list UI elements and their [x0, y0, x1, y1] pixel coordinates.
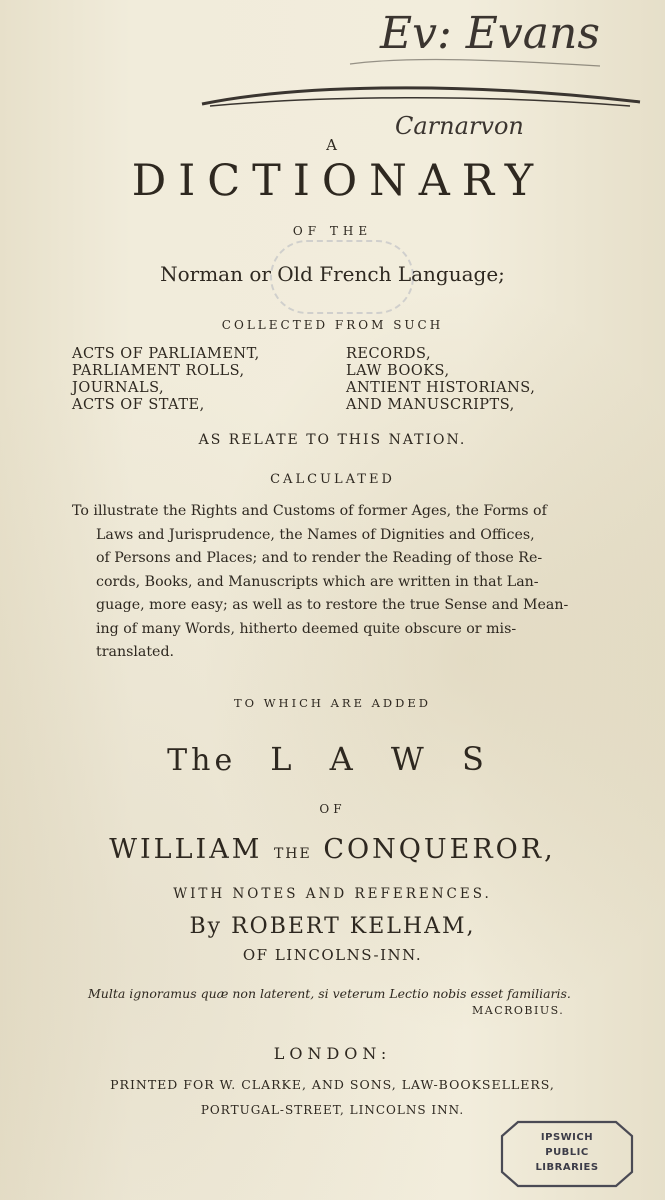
notes-heading: WITH NOTES AND REFERENCES.	[173, 886, 492, 902]
william-the: THE	[273, 846, 312, 862]
latin-quote: Multa ignoramus quæ non laterent, si veterum Lectio nobis esset familiaris.	[88, 986, 571, 1001]
stamp-line: PUBLIC	[545, 1147, 589, 1158]
stamp-line: IPSWICH	[540, 1132, 594, 1143]
added-heading: TO WHICH ARE ADDED	[233, 696, 431, 710]
source-item: PARLIAMENT ROLLS,	[72, 363, 245, 379]
signature-place: Carnarvon	[395, 112, 524, 140]
faint-ink-stamp	[270, 240, 414, 314]
source-item: ACTS OF PARLIAMENT,	[72, 346, 260, 362]
laws-of: OF	[319, 802, 346, 816]
william-name: WILLIAM	[109, 834, 263, 865]
author-line	[0, 914, 665, 939]
paragraph-line: of Persons and Places; and to render the Reading of those Re-	[96, 550, 543, 566]
calculated-heading: CALCULATED	[270, 472, 395, 487]
author-by: By	[189, 914, 223, 939]
author-inn: OF LINCOLNS-INN.	[242, 946, 423, 964]
description-paragraph	[72, 500, 594, 665]
paragraph-line: ing of many Words, hitherto deemed quite obscure or mis-	[96, 620, 517, 637]
paragraph-line: guage, more easy; as well as to restore the true Sense and Mean-	[96, 597, 569, 613]
william-line	[0, 834, 665, 865]
source-item: ANTIENT HISTORIANS,	[346, 380, 536, 396]
paragraph-line: cords, Books, and Manuscripts which are written in that Lan-	[96, 573, 539, 590]
imprint-city: LONDON:	[273, 1044, 392, 1063]
source-item: LAW BOOKS,	[346, 363, 450, 379]
paragraph-line: To illustrate the Rights and Customs of former Ages, the Forms of	[72, 503, 547, 519]
source-item: AND MANUSCRIPTS,	[346, 397, 515, 413]
source-item: RECORDS,	[346, 346, 432, 362]
title-article: A	[326, 136, 339, 154]
relate-heading: AS RELATE TO THIS NATION.	[198, 432, 467, 448]
imprint-street: PORTUGAL-STREET, LINCOLNS INN.	[200, 1103, 465, 1117]
laws-the: The	[167, 743, 237, 778]
source-item: JOURNALS,	[72, 380, 165, 396]
sources-left	[72, 346, 260, 414]
author-name: ROBERT KELHAM,	[231, 914, 476, 939]
signature-name: Ev: Evans	[380, 8, 600, 59]
source-item: ACTS OF STATE,	[72, 397, 205, 413]
page-title: DICTIONARY	[131, 156, 546, 206]
paragraph-line: translated.	[96, 644, 175, 660]
subtitle: Norman or Old French Language;	[160, 262, 505, 286]
title-of-the: OF THE	[292, 224, 373, 238]
quote-source: MACROBIUS.	[472, 1004, 565, 1017]
library-stamp	[500, 1120, 634, 1188]
william-conqueror: CONQUEROR,	[323, 834, 556, 865]
collected-heading: COLLECTED FROM SUCH	[221, 318, 444, 332]
laws-title	[0, 740, 665, 778]
sources-right	[346, 346, 535, 414]
handwritten-signature	[200, 6, 650, 140]
paragraph-line: Laws and Jurisprudence, the Names of Dignities and Offices,	[96, 526, 535, 543]
laws-word: L A W S	[270, 740, 498, 778]
stamp-line: LIBRARIES	[535, 1162, 599, 1173]
imprint-printer: PRINTED FOR W. CLARKE, AND SONS, LAW-BOOKSELLERS,	[110, 1077, 555, 1092]
